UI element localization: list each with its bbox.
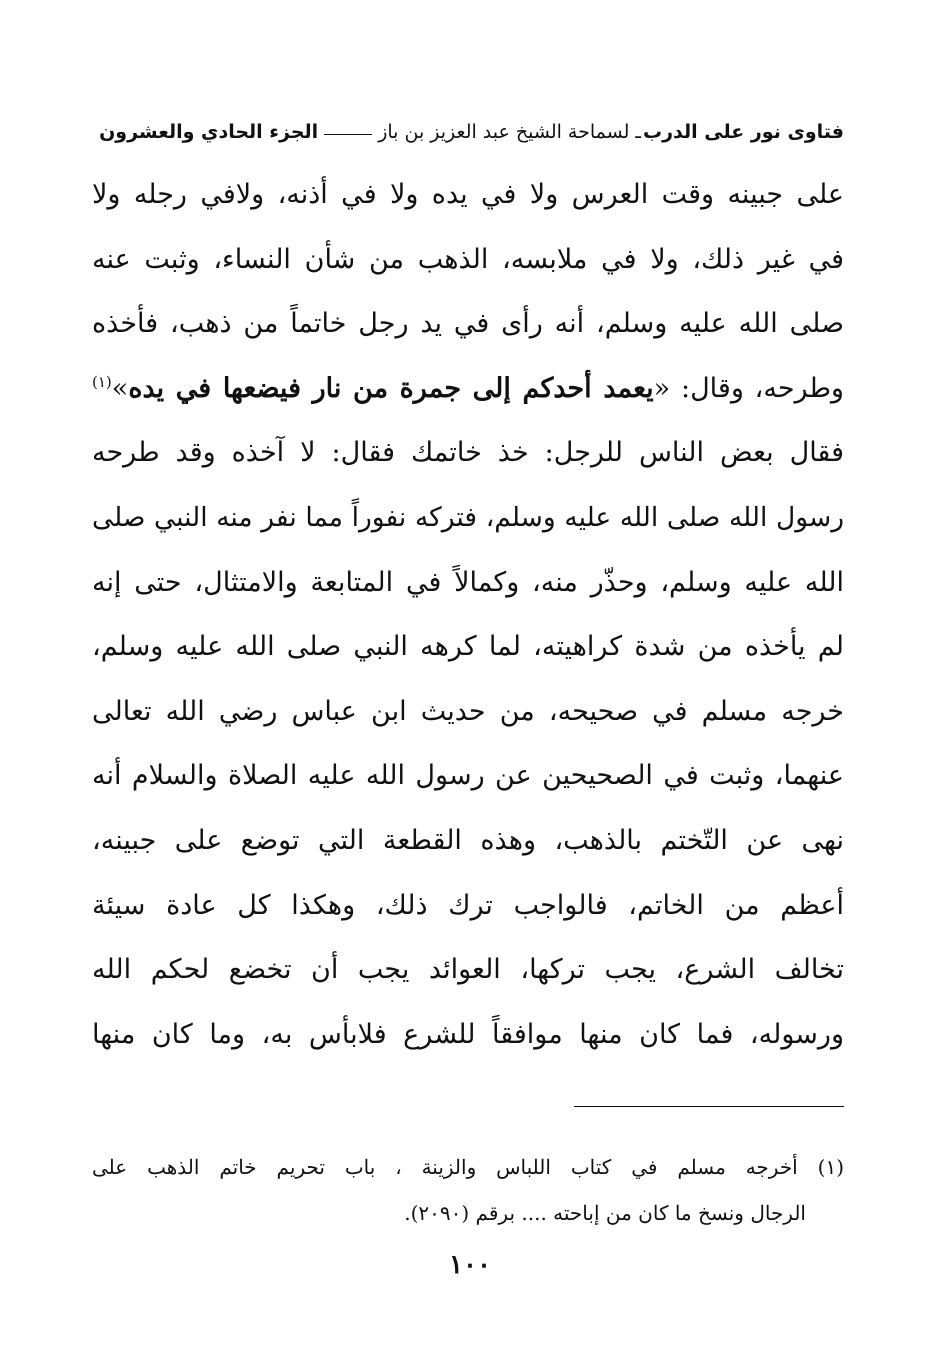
body-line: نهى عن التّختم بالذهب، وهذه القطعة التي توضع على جبينه، <box>92 824 844 856</box>
running-header <box>92 116 844 148</box>
body-line: في غير ذلك، ولا في ملابسه، الذهب من شأن النساء، وثبت عنه <box>92 243 844 275</box>
footnote-line: الرجال ونسخ ما كان من إباحته .... برقم (٢٠٩٠). <box>404 1201 806 1225</box>
body-line: فقال بعض الناس للرجل: خذ خاتمك فقال: لا آخذه وقد طرحه <box>92 437 844 469</box>
body-line: لم يأخذه من شدة كراهيته، لما كرهه النبي صلى الله عليه وسلم، <box>92 631 844 663</box>
header-series-title: فتاوى نور على الدرب <box>643 121 844 143</box>
quote-close: » <box>111 372 129 404</box>
body-line-with-hadith <box>92 357 844 422</box>
footnote-separator <box>574 1106 844 1107</box>
body-line: ورسوله، فما كان منها موافقاً للشرع فلابأس به، وما كان منها <box>92 1018 844 1050</box>
hadith-quote: يعمد أحدكم إلى جمرة من نار فيضعها في يده <box>128 372 654 404</box>
body-line-prefix: وطرحه، وقال: « <box>653 372 844 404</box>
body-line: الله عليه وسلم، وحذّر منه، وكمالاً في المتابعة والامتثال، حتى إنه <box>92 566 844 598</box>
body-text <box>92 163 844 1067</box>
header-part-title: الجزء الحادي والعشرون <box>99 121 319 143</box>
footnotes <box>92 1144 844 1236</box>
footnote-line: (١) أخرجه مسلم في كتاب اللباس والزينة ، باب تحريم خاتم الذهب على <box>92 1155 844 1179</box>
body-line: تخالف الشرع، يجب تركها، العوائد يجب أن تخضع لحكم الله <box>92 954 844 986</box>
header-dash-rule <box>324 134 372 135</box>
header-author: ـ لسماحة الشيخ عبد العزيز بن باز <box>378 121 641 143</box>
page-number: ١٠٠ <box>449 1250 491 1280</box>
body-line: خرجه مسلم في صحيحه، من حديث ابن عباس رضي الله تعالى <box>92 695 844 727</box>
body-line: أعظم من الخاتم، فالواجب ترك ذلك، وهكذا كل عادة سيئة <box>92 889 844 921</box>
body-line: رسول الله صلى الله عليه وسلم، فتركه نفوراً مما نفر منه النبي صلى <box>92 501 844 533</box>
body-line: صلى الله عليه وسلم، أنه رأى في يد رجل خاتماً من ذهب، فأخذه <box>92 308 844 340</box>
body-line: على جبينه وقت العرس ولا في يده ولا في أذنه، ولافي رجله ولا <box>92 179 844 210</box>
body-line: عنهما، وثبت في الصحيحين عن رسول الله عليه الصلاة والسلام أنه <box>92 760 844 792</box>
footnote-marker: (١) <box>92 372 112 391</box>
